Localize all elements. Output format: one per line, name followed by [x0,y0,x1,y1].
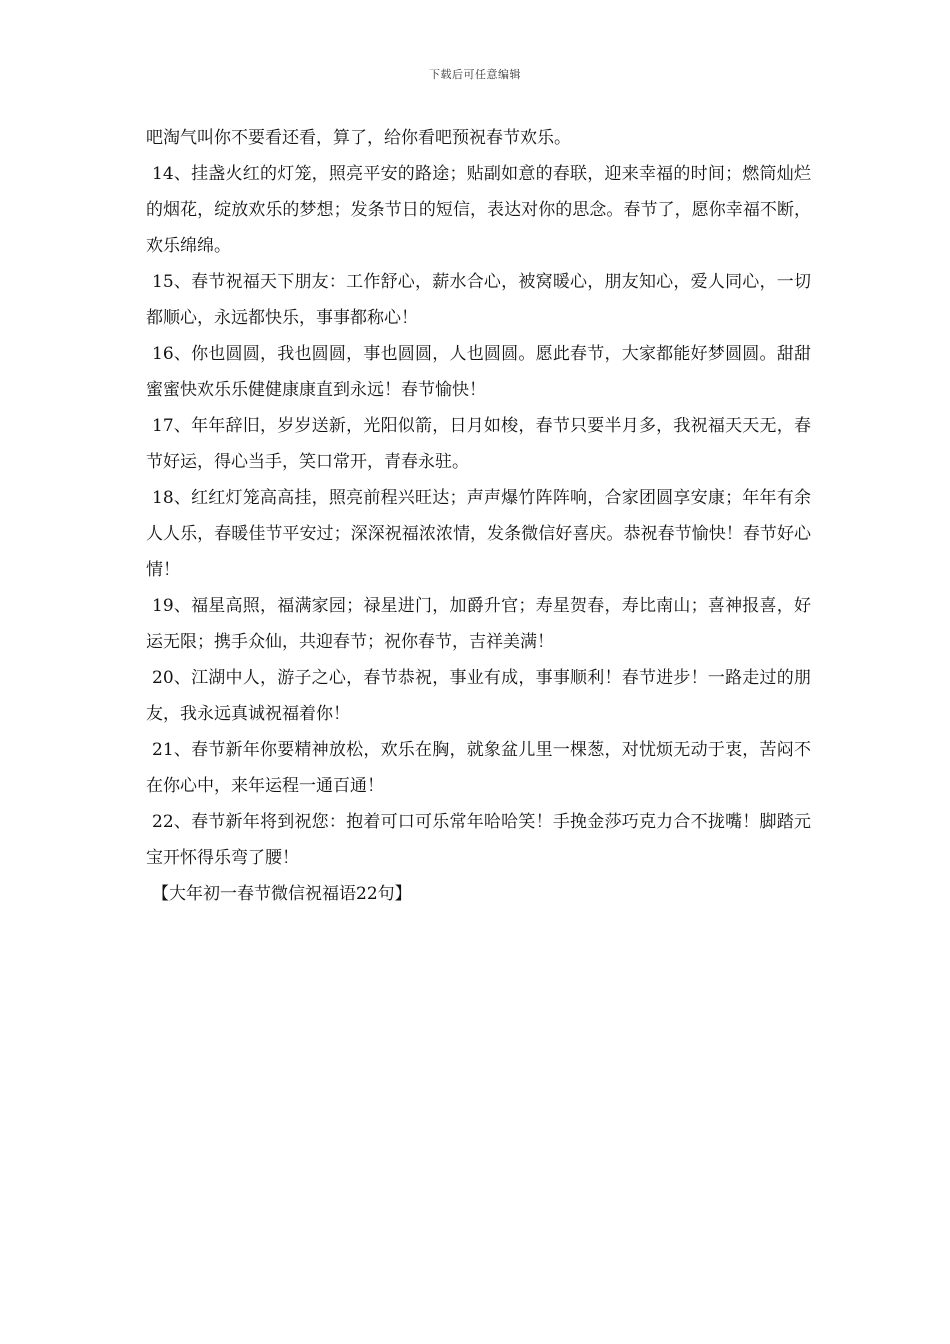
paragraph-17: 17、年年辞旧，岁岁送新，光阳似箭，日月如梭，春节只要半月多，我祝福天天无，春节好运，得心当手，笑口常开，青春永驻。 [146,416,811,472]
paragraph-19: 19、福星高照，福满家园；禄星进门，加爵升官；寿星贺春，寿比南山；喜神报喜，好运无限；携手众仙，共迎春节；祝你春节，吉祥美满！ [146,596,811,652]
paragraph-continuation: 吧淘气叫你不要看还看，算了，给你看吧预祝春节欢乐。 [146,128,571,148]
paragraph-16: 16、你也圆圆，我也圆圆，事也圆圆，人也圆圆。愿此春节，大家都能好梦圆圆。甜甜蜜蜜快欢乐乐健健康康直到永远！春节愉快！ [146,344,811,400]
paragraph-14: 14、挂盏火红的灯笼，照亮平安的路途；贴副如意的春联，迎来幸福的时间；燃筒灿烂的烟花，绽放欢乐的梦想；发条节日的短信，表达对你的思念。春节了，愿你幸福不断，欢乐绵绵。 [146,164,811,256]
document-body [146,120,811,912]
closing-title: 【大年初一春节微信祝福语22句】 [152,884,412,904]
paragraph-22: 22、春节新年将到祝您：抱着可口可乐常年哈哈笑！手挽金莎巧克力合不拢嘴！脚踏元宝开怀得乐弯了腰！ [146,812,811,868]
paragraph-21: 21、春节新年你要精神放松，欢乐在胸，就象盆儿里一棵葱，对忧烦无动于衷，苦闷不在你心中，来年运程一通百通！ [146,740,811,796]
paragraph-20: 20、江湖中人，游子之心，春节恭祝，事业有成，事事顺利！春节进步！一路走过的朋友，我永远真诚祝福着你！ [146,668,811,724]
paragraph-18: 18、红红灯笼高高挂，照亮前程兴旺达；声声爆竹阵阵响，合家团圆享安康；年年有余人人乐，春暖佳节平安过；深深祝福浓浓情，发条微信好喜庆。恭祝春节愉快！春节好心情！ [146,488,811,580]
paragraph-15: 15、春节祝福天下朋友：工作舒心，薪水合心，被窝暖心，朋友知心，爱人同心，一切都顺心，永远都快乐，事事都称心！ [146,272,811,328]
page-header-note: 下载后可任意编辑 [429,68,521,81]
